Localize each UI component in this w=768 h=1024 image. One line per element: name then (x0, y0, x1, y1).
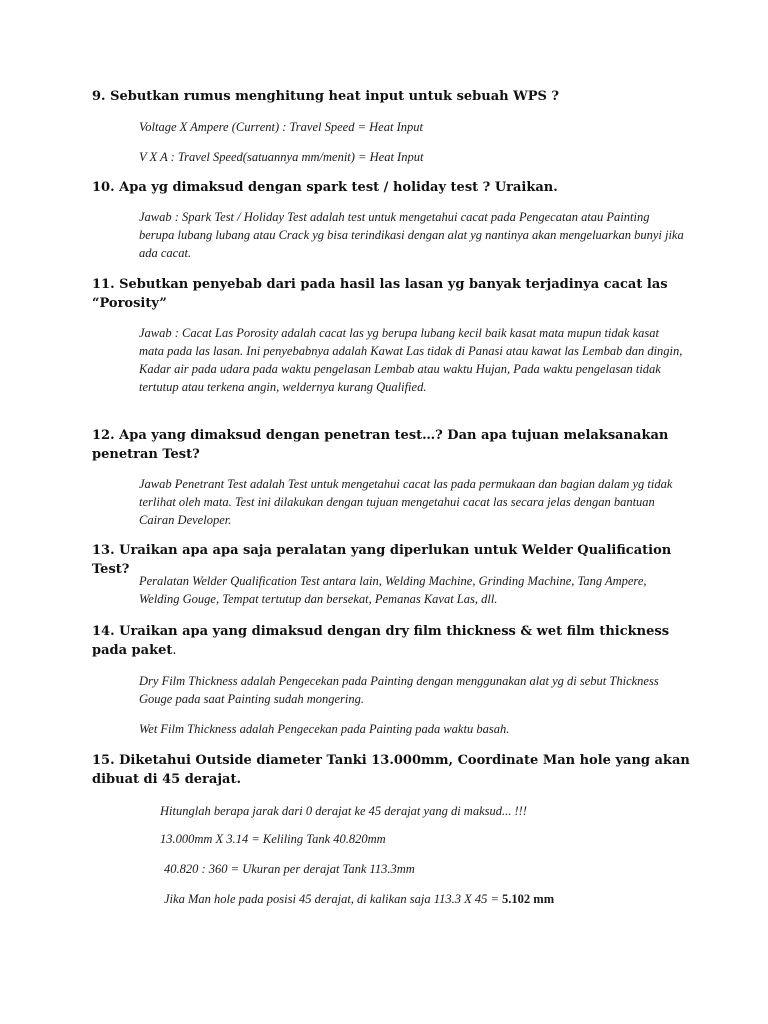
answer-12: Jawab Penetrant Test adalah Test untuk mengetahui cacat las pada permukaan dan bagian dalam yg tidak terlihat oleh mata. Test ini dilakukan dengan tujuan mengetahui cacat las secara jelas dengan bantuan Cairan Developer. (139, 477, 673, 527)
answer-15-line-4-text: Jika Man hole pada posisi 45 derajat, di kalikan saja 113.3 X 45 = (164, 892, 503, 906)
answer-11: Jawab : Cacat Las Porosity adalah cacat las yg berupa lubang kecil baik kasat mata mupun tidak kasat mata pada las lasan. Ini penyebabnya adalah Kawat Las tidak di Panasi atau kawat las Lembab dan dingin, Kadar air pada udara pada waktu pengelasan Lembab atau waktu Hujan, Pada waktu pengelasan tidak tertutup atau terkena angin, weldernya kurang Qualified. (139, 326, 683, 394)
answer-15-line-2: 13.000mm X 3.14 = Keliling Tank 40.820mm (160, 832, 386, 846)
answer-9-line-2: V X A : Travel Speed(satuannya mm/menit) = Heat Input (139, 150, 424, 164)
answer-14-wet: Wet Film Thickness adalah Pengecekan pada Painting pada waktu basah. (139, 722, 510, 736)
answer-15-line-4 (164, 890, 709, 908)
question-9: 9. Sebutkan rumus menghitung heat input untuk sebuah WPS ? (92, 89, 560, 104)
answer-13: Peralatan Welder Qualification Test antara lain, Welding Machine, Grinding Machine, Tang Ampere, Welding Gouge, Tempat tertutup dan bersekat, Pemanas Kavat Las, dll. (139, 574, 647, 606)
question-14 (92, 622, 692, 660)
question-13: 13. Uraikan apa apa saja peralatan yang diperlukan untuk Welder Qualification Test? (92, 543, 672, 577)
question-10: 10. Apa yg dimaksud dengan spark test / holiday test ? Uraikan. (92, 180, 558, 195)
question-14-tail: . (172, 643, 177, 658)
answer-15-result: 5.102 mm (502, 892, 555, 906)
answer-15-line-3: 40.820 : 360 = Ukuran per derajat Tank 113.3mm (164, 862, 415, 876)
question-14-text: 14. Uraikan apa yang dimaksud dengan dry film thickness & wet film thickness pada paket (92, 624, 670, 658)
question-12: 12. Apa yang dimaksud dengan penetran test…? Dan apa tujuan melaksanakan penetran Test? (92, 428, 669, 462)
answer-10: Jawab : Spark Test / Holiday Test adalah test untuk mengetahui cacat pada Pengecatan atau Painting berupa lubang lubang atau Crack yg bisa terindikasi dengan alat yg nantinya akan mengeluarkan bunyi jika ada cacat. (139, 210, 684, 260)
question-11: 11. Sebutkan penyebab dari pada hasil las lasan yg banyak terjadinya cacat las “Porosity” (92, 277, 668, 311)
question-15: 15. Diketahui Outside diameter Tanki 13.000mm, Coordinate Man hole yang akan dibuat di 45 derajat. (92, 753, 690, 787)
answer-9-line-1: Voltage X Ampere (Current) : Travel Speed = Heat Input (139, 120, 423, 134)
answer-14-dry: Dry Film Thickness adalah Pengecekan pada Painting dengan menggunakan alat yg di sebut Thickness Gouge pada saat Painting sudah mongering. (139, 674, 659, 706)
answer-15-line-1: Hitunglah berapa jarak dari 0 derajat ke 45 derajat yang di maksud... !!! (160, 804, 527, 818)
